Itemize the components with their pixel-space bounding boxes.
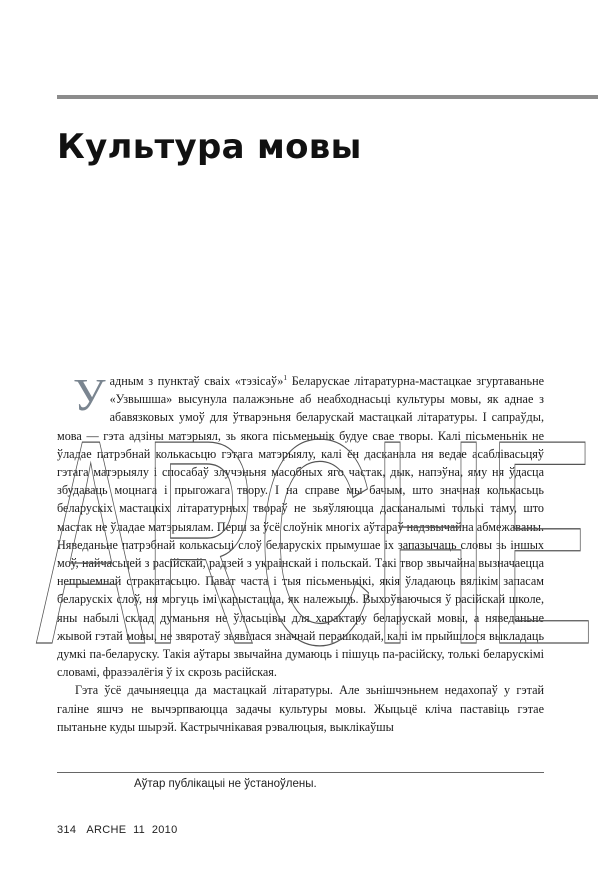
article-title: Культура мовы bbox=[57, 127, 362, 167]
paragraph-1-text: адным з пунктаў сваіх «тэзісаў»$^1$ Беларускае літаратурна-мастацкае згуртаваньне «Узвышша» высунула палажэньне аб неабходнасьці культуры мовы, як аднае з абавязковых умоў для ўтварэньня беларускай мастацкай літаратуры. І сапраўды, мова — гэта адзіны матэрыял, зь якога пісьменьнік будуе свае творы. Калі пісьменьнік не ўладае патрэбнай колькасьцю гэтага матэрыялу, калі ён дасканала ня ведае асаблівасьцяў гэтага матэрыялу і спосабаў злучэньня масобных яго частак, дык, напэўна, яму ня ўдасца збудаваць моцнага і прыгожага твору. І на справе мы бачым, што значная колькасьць беларускіх мастацкіх літаратурных твораў не зьяўляюцца дасканалымі толькі таму, што мастак не ўладае матэрыялам. Перш за ўсё слоўнік многіх аўтараў надзвычайна абмежаваны. Няведаньне патрэбнай колькасьці слоў беларускіх прымушае іх запазычаць словы зь іншых моў, найчасьцей з расійскай, радзей з украінскай і польскай. Такі твор звычайна вызначаецца непрыемнай стракатасьцю. Пават часта і тыя пісьменьнікі, якія ўладаюць вялікім запасам беларускіх слоў, ня могуць імі карыстацца, як належыць. Выхоўваючыся ў расійскай школе, яны набылі склад думаньня не ўласьцівы для характару беларускай мовы, а няведаньне жывой гэтай мовы, не звяротаў зьявілася значнай перашкодай, калі ім прыйшлося выкладаць думкі па-беларуску. Такія аўтары звычайна думаюць і пішуць па-расійску, толькі беларускімі словамі, фразэалёгія ў іх скрозь расійская. bbox=[57, 372, 545, 680]
paragraph-2-text: Гэта ўсё дачыняецца да мастацкай літаратуры. Але зьнішчэньнем недахопаў у гэтай галіне яшчэ не вычэрпваюцца задачы культуры мовы. Жыцьцё кліча паставіць гэтае пытаньне куды шырэй. Кастрычнікавая рэвалюцыя, выклікаўшы bbox=[57, 683, 544, 734]
issue-number: 11 bbox=[133, 824, 146, 836]
article-body bbox=[57, 369, 545, 736]
folio bbox=[57, 824, 178, 836]
watermark-text: ARCHE bbox=[36, 379, 592, 675]
top-rule bbox=[57, 95, 598, 99]
page-number: 314 bbox=[57, 824, 77, 836]
drop-cap: У bbox=[73, 369, 106, 420]
year: 2010 bbox=[151, 824, 178, 836]
paragraph-2 bbox=[57, 681, 544, 736]
footnote-reference: 1 bbox=[283, 372, 288, 382]
footnote: Аўтар публікацыі не ўстаноўлены. bbox=[134, 778, 317, 790]
journal-name: ARCHE bbox=[86, 824, 127, 836]
paragraph-1 bbox=[57, 369, 545, 681]
footnote-rule bbox=[57, 772, 544, 773]
